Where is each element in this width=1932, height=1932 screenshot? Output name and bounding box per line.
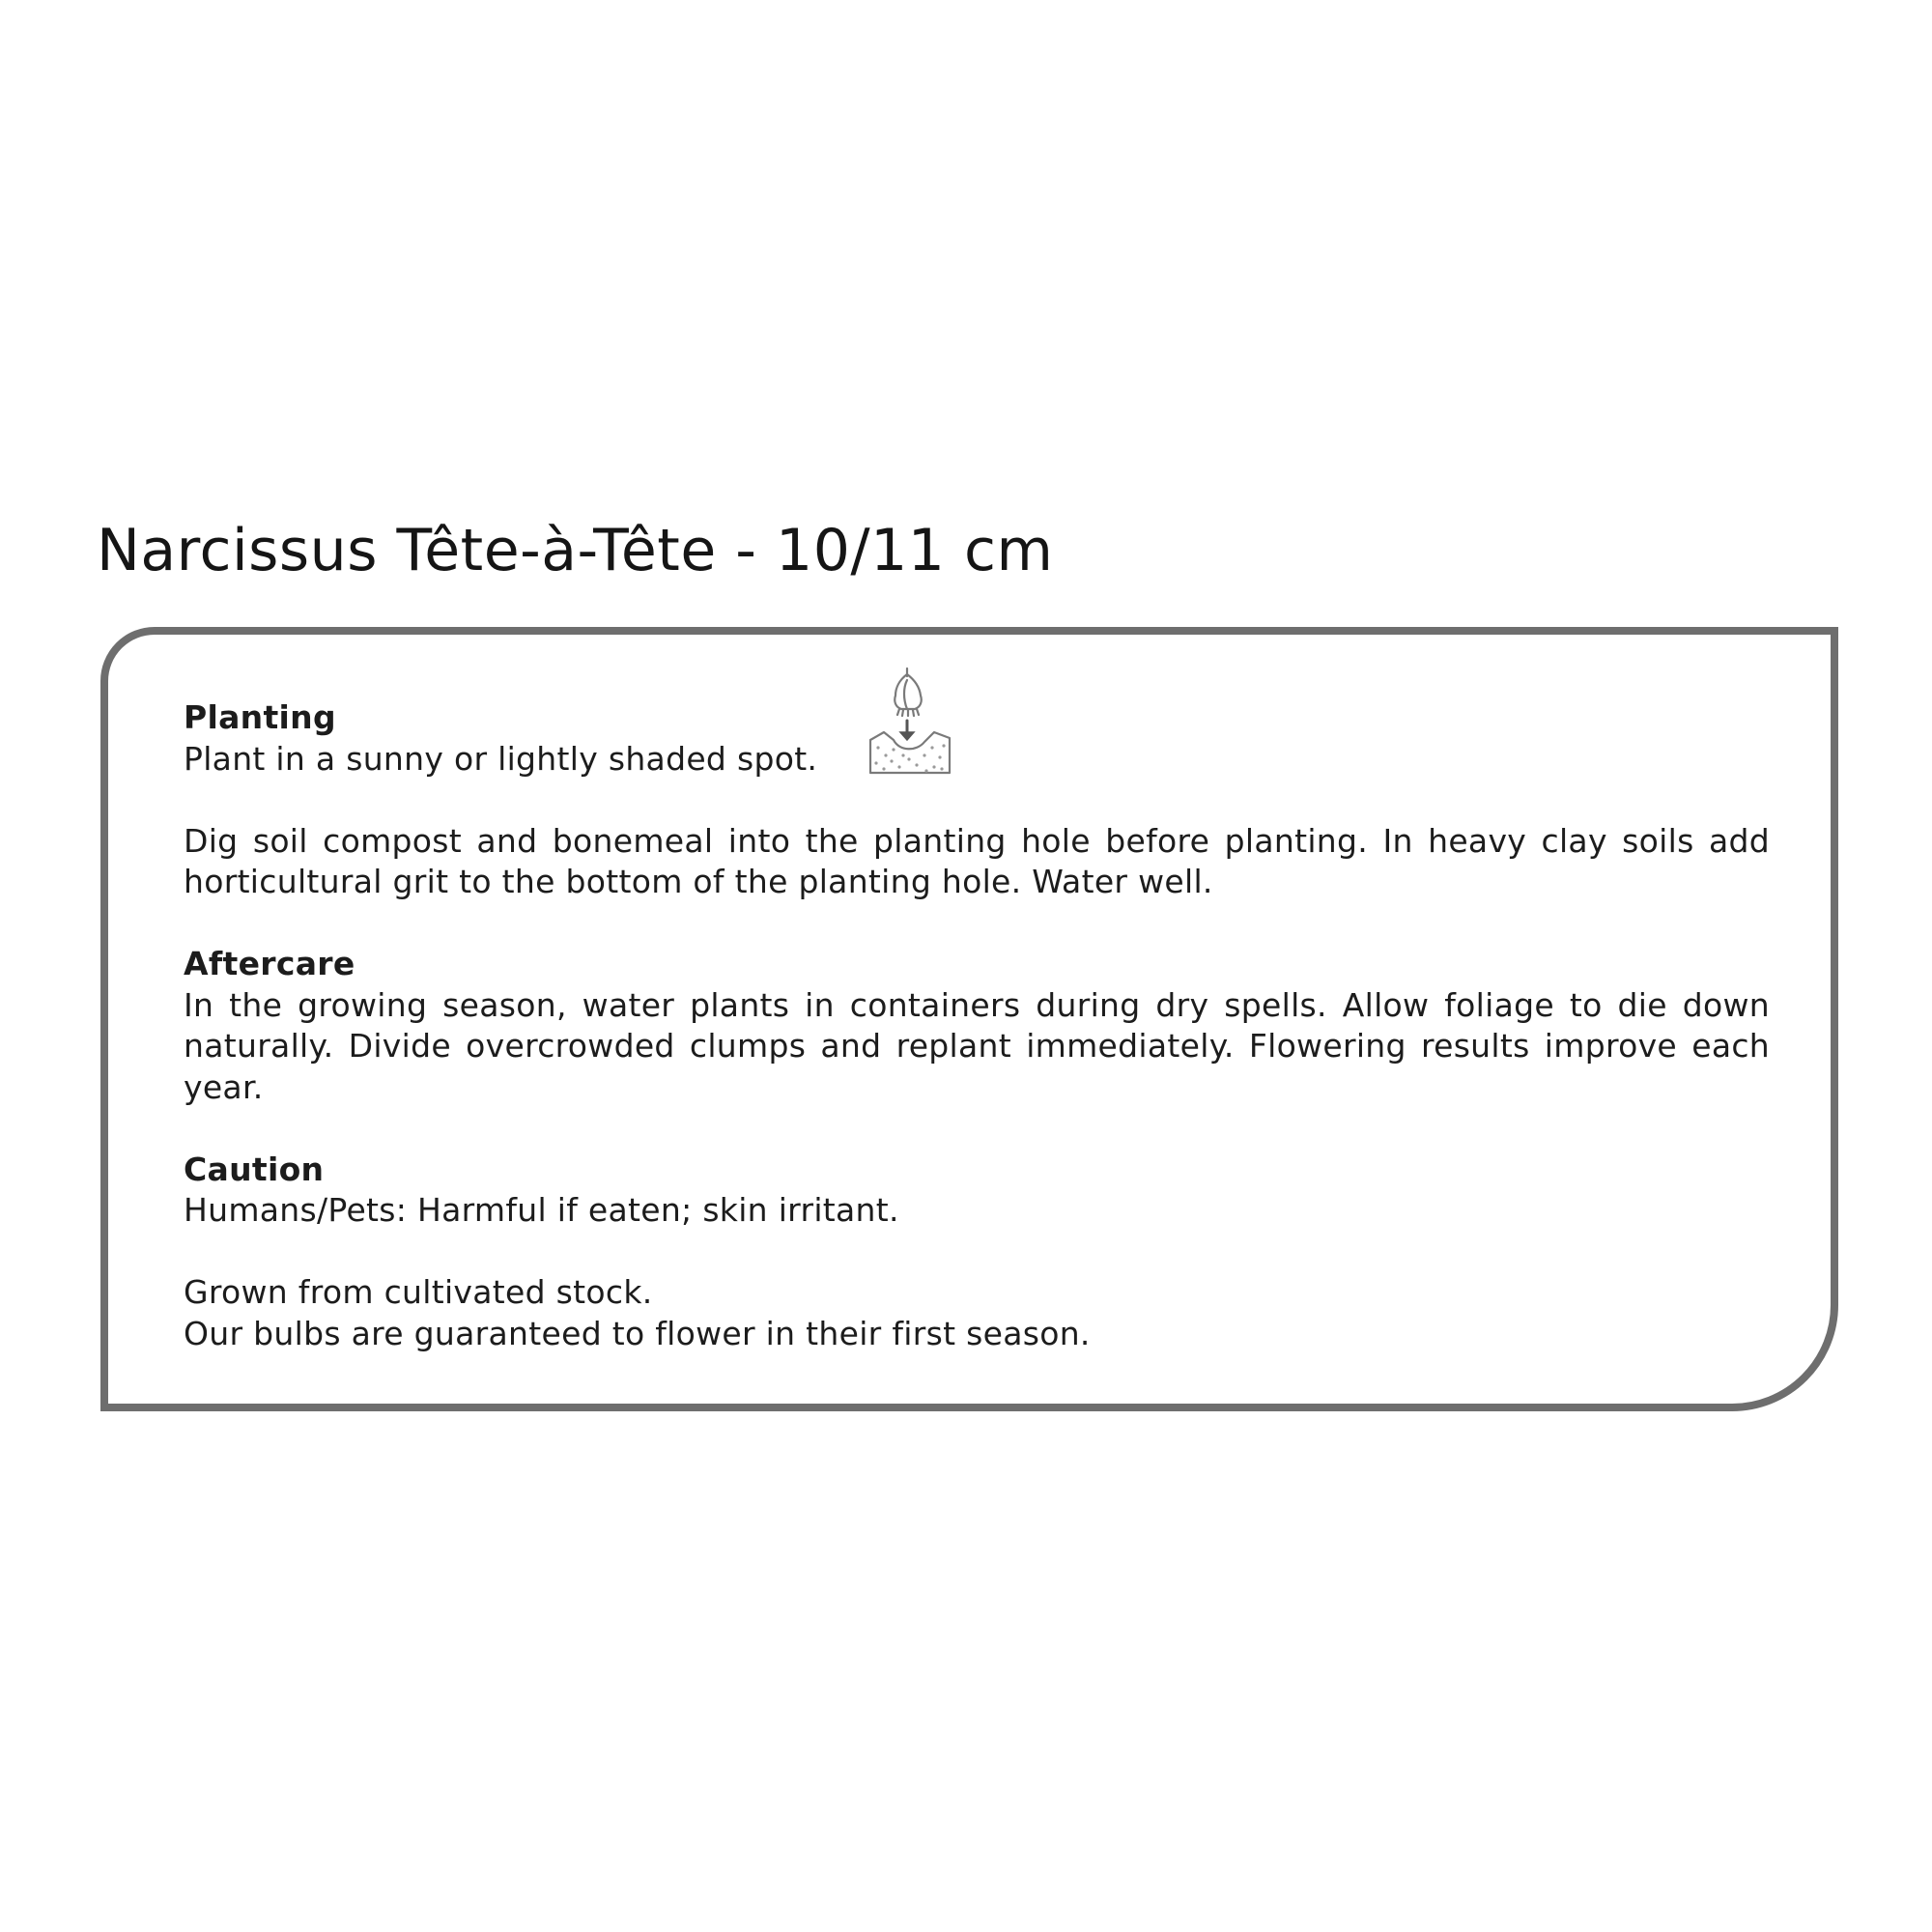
aftercare-text: In the growing season, water plants in containers during dry spells. Allow foliage to die down naturally. Divide overcrowded clumps and replant immediately. Flowering results improve each year. xyxy=(184,985,1770,1106)
bulb-planting-icon xyxy=(865,665,957,779)
caution-text: Humans/Pets: Harmful if eaten; skin irritant. xyxy=(184,1191,899,1229)
planting-heading: Planting xyxy=(184,698,336,736)
footer-text-2: Our bulbs are guaranteed to flower in their first season. xyxy=(184,1314,1091,1352)
spacer xyxy=(184,903,1770,945)
care-instructions-content xyxy=(184,697,1770,1354)
planting-text-2: Dig soil compost and bonemeal into the planting hole before planting. In heavy clay soils add horticultural grit to the bottom of the planting hole. Water well. xyxy=(184,821,1770,900)
caution-heading: Caution xyxy=(184,1150,325,1188)
footer-text-1: Grown from cultivated stock. xyxy=(184,1273,653,1311)
spacer xyxy=(184,1232,1770,1273)
aftercare-heading: Aftercare xyxy=(184,945,355,982)
spacer xyxy=(184,1108,1770,1150)
spacer xyxy=(184,780,1770,821)
planting-text-1: Plant in a sunny or lightly shaded spot. xyxy=(184,739,818,778)
page-title: Narcissus Tête-à-Tête - 10/11 cm xyxy=(97,517,1054,584)
